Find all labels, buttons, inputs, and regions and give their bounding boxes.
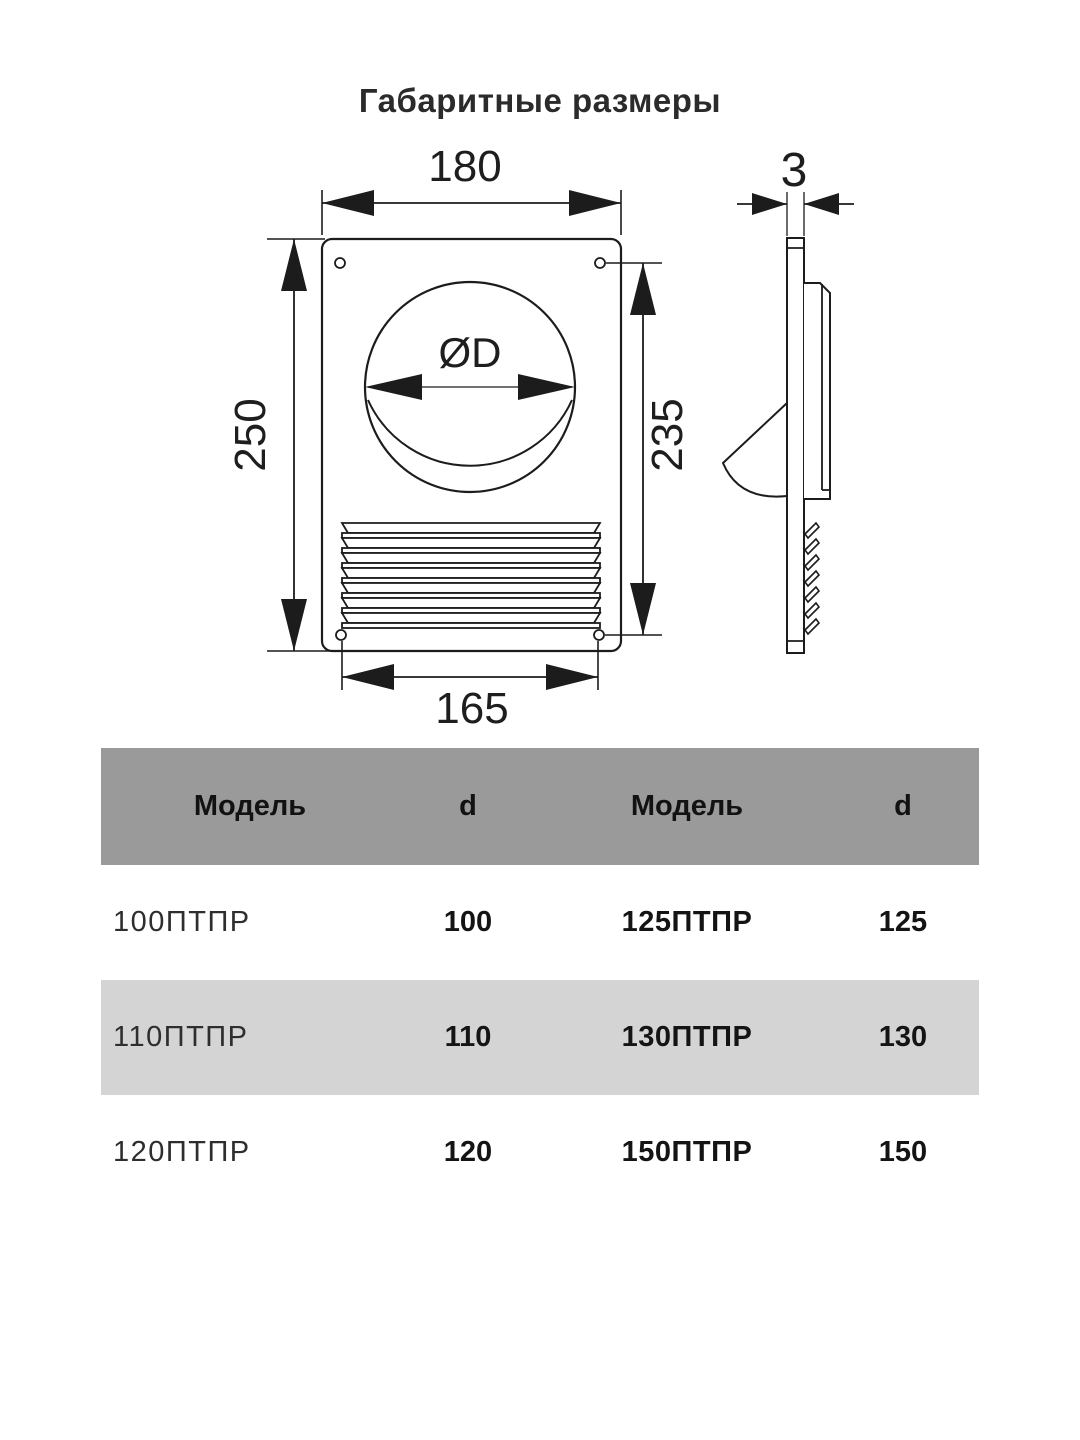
table-row [101,1095,979,1210]
cell-model-left: 100ПТПР [113,906,251,938]
table-header-model-left: Модель [193,790,307,822]
dim-bottom-width-label: 165 [435,684,509,733]
cell-model-right: 125ПТПР [621,906,753,938]
table-row [101,865,979,980]
cell-d-right: 150 [878,1136,928,1168]
front-view [322,239,621,651]
screw-hole-bottom-left [336,630,346,640]
side-view [723,192,830,653]
cell-model-right: 150ПТПР [621,1136,753,1168]
cell-d-left: 110 [444,1021,492,1053]
dim-width-label: 180 [428,142,502,191]
cell-d-left: 100 [443,906,493,938]
table-header-d-left: d [459,790,477,822]
screw-hole-top-right [595,258,605,268]
screw-hole-top-left [335,258,345,268]
louver-grille [342,523,600,628]
table-header-row [101,748,979,865]
dimension-thickness [737,144,854,215]
louver-slats-side [805,523,819,634]
cell-d-right: 130 [878,1021,928,1053]
dimension-width [322,142,621,235]
cell-d-right: 125 [878,906,928,938]
cell-model-right: 130ПТПР [621,1021,753,1053]
cell-model-left: 110ПТПР [113,1021,249,1053]
table-header-d-right: d [894,790,912,822]
duct-spigot [723,403,787,497]
dim-height-right-label: 235 [643,398,692,472]
dim-diameter-label: ØD [438,329,502,376]
spec-table [101,748,979,1210]
page-title: Габаритные размеры [358,82,722,119]
cell-d-left: 120 [443,1136,493,1168]
dimension-bottom-width [342,641,598,733]
table-header-model-right: Модель [630,790,744,822]
dim-thickness-label: 3 [780,144,808,197]
duct-collar [804,283,830,499]
table-row [101,980,979,1095]
cell-model-left: 120ПТПР [113,1136,251,1168]
plate-profile [787,238,804,653]
dimension-drawing [0,130,1080,750]
dim-height-left-label: 250 [226,398,275,472]
screw-hole-bottom-right [594,630,604,640]
